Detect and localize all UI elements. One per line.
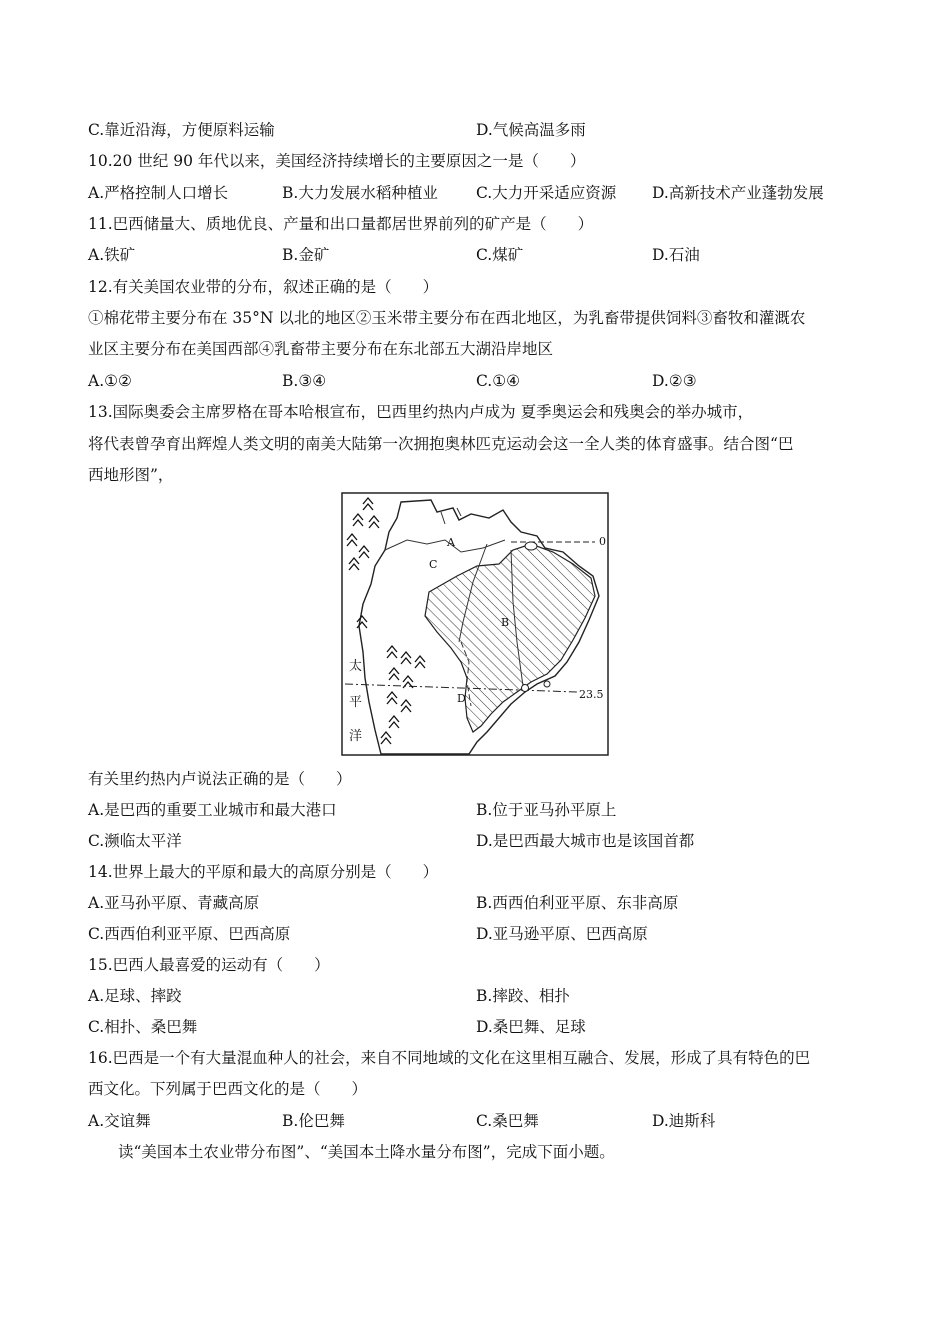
q11-option-b: B.金矿 bbox=[282, 246, 330, 264]
q13-option-a: A.是巴西的重要工业城市和最大港口 bbox=[88, 801, 337, 819]
q13-stem-line2: 将代表曾孕育出辉煌人类文明的南美大陆第一次拥抱奥林匹克运动会这一全人类的体育盛事。结合图“巴 bbox=[88, 435, 794, 453]
q15-option-d: D.桑巴舞、足球 bbox=[476, 1018, 586, 1036]
ocean-label-char-3: 洋 bbox=[349, 729, 363, 744]
q16-option-a: A.交谊舞 bbox=[88, 1112, 151, 1130]
q12-option-d: D.②③ bbox=[652, 372, 697, 390]
q15-option-b: B.摔跤、相扑 bbox=[476, 987, 570, 1005]
q13-option-d: D.是巴西最大城市也是该国首都 bbox=[476, 832, 695, 850]
tropic-label: 23.5 bbox=[579, 688, 604, 701]
q14-option-a: A.亚马孙平原、青藏高原 bbox=[88, 894, 260, 912]
q12-body-line1: ①棉花带主要分布在 35°N 以北的地区②玉米带主要分布在西北地区，为乳畜带提供饲料③畜牧和灌溉农 bbox=[88, 309, 806, 327]
q15-option-a: A.足球、摔跤 bbox=[88, 987, 182, 1005]
q14-option-b: B.西西伯利亚平原、东非高原 bbox=[476, 894, 679, 912]
q14-option-c: C.西西伯利亚平原、巴西高原 bbox=[88, 925, 291, 943]
map-label-c: C bbox=[429, 558, 438, 571]
brazil-topographic-map bbox=[341, 492, 611, 758]
q16-option-c: C.桑巴舞 bbox=[476, 1112, 539, 1130]
rio-marker bbox=[522, 685, 529, 692]
q10-option-b: B.大力发展水稻种植业 bbox=[282, 184, 438, 202]
city-marker bbox=[544, 681, 550, 687]
q11-option-a: A.铁矿 bbox=[88, 246, 136, 264]
q13-question: 有关里约热内卢说法正确的是（ ） bbox=[88, 770, 352, 788]
q10-option-a: A.严格控制人口增长 bbox=[88, 184, 229, 202]
map-label-a: A bbox=[447, 536, 455, 549]
q11-stem: 11.巴西储量大、质地优良、产量和出口量都居世界前列的矿产是（ ） bbox=[88, 215, 594, 233]
q13-option-b: B.位于亚马孙平原上 bbox=[476, 801, 617, 819]
q10-option-c: C.大力开采适应资源 bbox=[476, 184, 617, 202]
q16-option-d: D.迪斯科 bbox=[652, 1112, 716, 1130]
q11-option-c: C.煤矿 bbox=[476, 246, 524, 264]
q12-option-a: A.①② bbox=[88, 372, 132, 390]
q12-option-b: B.③④ bbox=[282, 372, 327, 390]
equator-label: 0 bbox=[599, 535, 606, 548]
q14-stem: 14.世界上最大的平原和最大的高原分别是（ ） bbox=[88, 863, 439, 881]
q16-stem-line2: 西文化。下列属于巴西文化的是（ ） bbox=[88, 1080, 368, 1098]
lake-marker bbox=[525, 542, 537, 550]
map-label-b: B bbox=[501, 616, 510, 629]
q9-option-d: D.气候高温多雨 bbox=[476, 121, 586, 139]
ocean-label-char-2: 平 bbox=[349, 695, 363, 710]
q15-option-c: C.相扑、桑巴舞 bbox=[88, 1018, 198, 1036]
q10-option-d: D.高新技术产业蓬勃发展 bbox=[652, 184, 824, 202]
q12-stem: 12.有关美国农业带的分布，叙述正确的是（ ） bbox=[88, 278, 439, 296]
q12-body-line2: 业区主要分布在美国西部④乳畜带主要分布在东北部五大湖沿岸地区 bbox=[88, 340, 554, 358]
q10-stem: 10.20 世纪 90 年代以来，美国经济持续增长的主要原因之一是（ ） bbox=[88, 152, 586, 170]
ocean-label-char-1: 太 bbox=[349, 659, 363, 674]
q16-option-b: B.伦巴舞 bbox=[282, 1112, 345, 1130]
q13-stem-line1: 13.国际奥委会主席罗格在哥本哈根宣布，巴西里约热内卢成为 夏季奥运会和残奥会的举办城市， bbox=[88, 403, 754, 421]
q9-option-c: C.靠近沿海，方便原料运输 bbox=[88, 121, 275, 139]
q16-stem-line1: 16.巴西是一个有大量混血种人的社会，来自不同地域的文化在这里相互融合、发展，形成了具有特色的巴 bbox=[88, 1049, 811, 1067]
q14-option-d: D.亚马逊平原、巴西高原 bbox=[476, 925, 648, 943]
q12-option-c: C.①④ bbox=[476, 372, 521, 390]
reading-instruction: 读“美国本土农业带分布图”、“美国本土降水量分布图”，完成下面小题。 bbox=[118, 1143, 615, 1161]
map-label-d: D bbox=[457, 692, 466, 705]
q13-stem-line3: 西地形图”， bbox=[88, 466, 174, 484]
q11-option-d: D.石油 bbox=[652, 246, 700, 264]
q13-option-c: C.濒临太平洋 bbox=[88, 832, 182, 850]
q15-stem: 15.巴西人最喜爱的运动有（ ） bbox=[88, 956, 330, 974]
